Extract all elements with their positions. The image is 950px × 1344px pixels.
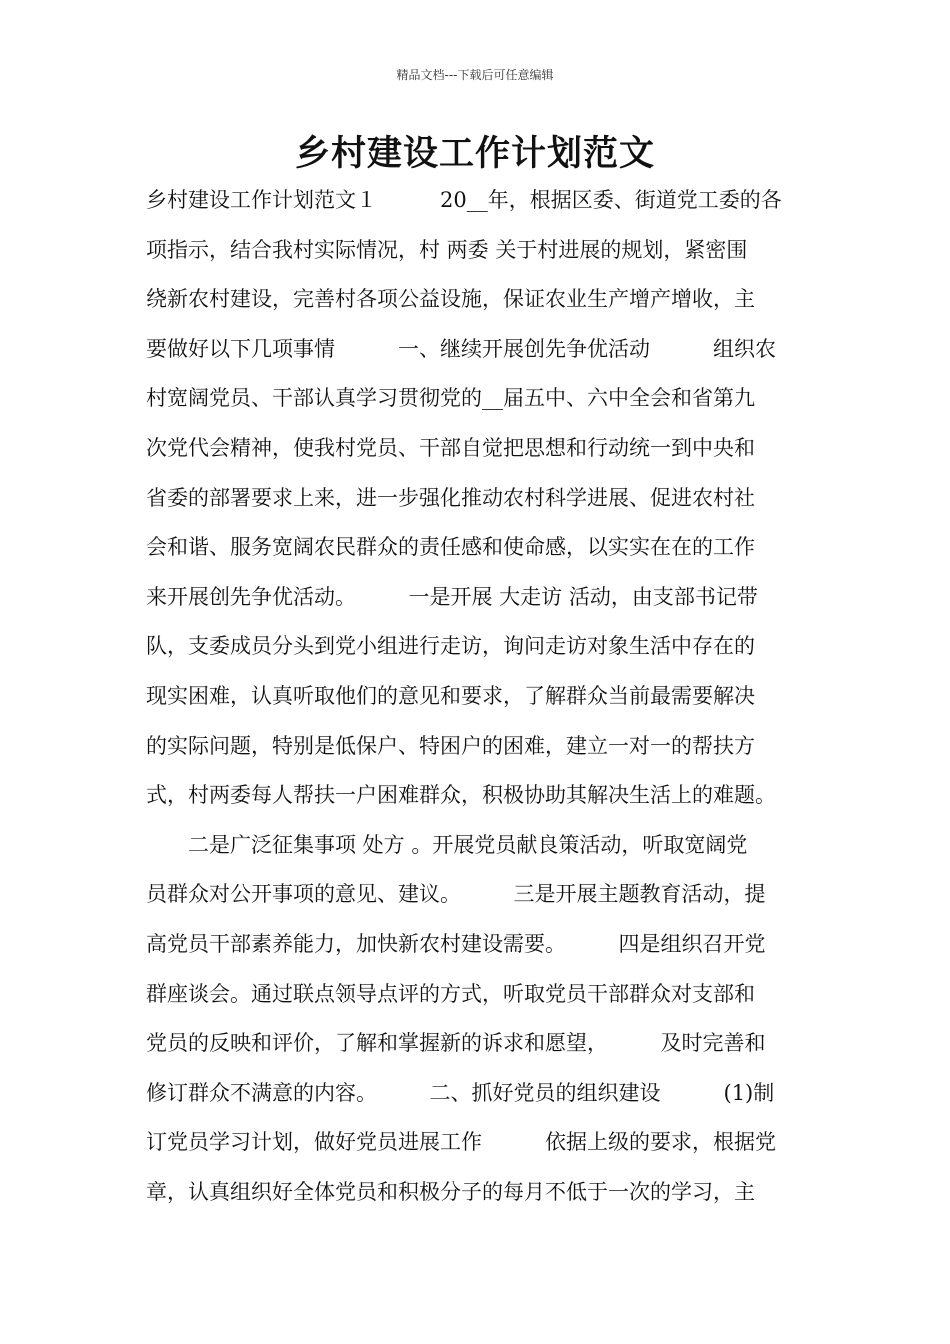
text-line: 项指示，结合我村实际情况，村 两委 关于村进展的规划，紧密围 bbox=[146, 237, 748, 262]
text-line: 修订群众不满意的内容。 二、抓好党员的组织建设 (1)制 bbox=[146, 1080, 775, 1105]
text-line: 高党员干部素养能力，加快新农村建设需要。 四是组织召开党 bbox=[146, 931, 766, 956]
text-line: 要做好以下几项事情 一、继续开展创先争优活动 组织农 bbox=[146, 336, 776, 361]
text-line: 现实困难，认真听取他们的意见和要求，了解群众当前最需要解决 bbox=[146, 683, 755, 708]
text-line: 群座谈会。通过联点领导点评的方式，听取党员干部群众对支部和 bbox=[146, 981, 755, 1006]
text-line: 次党代会精神，使我村党员、干部自觉把思想和行动统一到中央和 bbox=[146, 435, 755, 460]
text-line: 的实际问题，特别是低保户、特困户的困难，建立一对一的帮扶方 bbox=[146, 733, 755, 758]
text-line: 员群众对公开事项的意见、建议。 三是开展主题教育活动，提 bbox=[146, 882, 766, 907]
text-line: 来开展创先争优活动。 一是开展 大走访 活动，由支部书记带 bbox=[146, 584, 758, 609]
text-line: 队，支委成员分头到党小组进行走访，询问走访对象生活中存在的 bbox=[146, 634, 755, 659]
document-title: 乡村建设工作计划范文 bbox=[294, 134, 655, 174]
body-text bbox=[146, 180, 818, 1221]
header-note: 精品文档---下载后可任意编辑 bbox=[396, 68, 554, 82]
text-line: 式，村两委每人帮扶一户困难群众，积极协助其解决生活上的难题。 bbox=[146, 783, 776, 808]
text-line: 绕新农村建设，完善村各项公益设施，保证农业生产增产增收，主 bbox=[146, 287, 755, 312]
text-line: 村宽阔党员、干部认真学习贯彻党的__届五中、六中全会和省第九 bbox=[146, 386, 755, 411]
text-line: 党员的反映和评价，了解和掌握新的诉求和愿望， 及时完善和 bbox=[146, 1031, 766, 1056]
text-line: 二是广泛征集事项 处方 。开展党员献良策活动，听取宽阔党 bbox=[146, 832, 748, 857]
text-line: 订党员学习计划，做好党员进展工作 依据上级的要求，根据党 bbox=[146, 1130, 776, 1155]
text-line: 乡村建设工作计划范文１ 20__年，根据区委、街道党工委的各 bbox=[146, 188, 782, 212]
text-line: 省委的部署要求上来，进一步强化推动农村科学进展、促进农村社 bbox=[146, 485, 755, 510]
text-line: 章，认真组织好全体党员和积极分子的每月不低于一次的学习，主 bbox=[146, 1179, 755, 1204]
text-line: 会和谐、服务宽阔农民群众的责任感和使命感，以实实在在的工作 bbox=[146, 535, 755, 560]
